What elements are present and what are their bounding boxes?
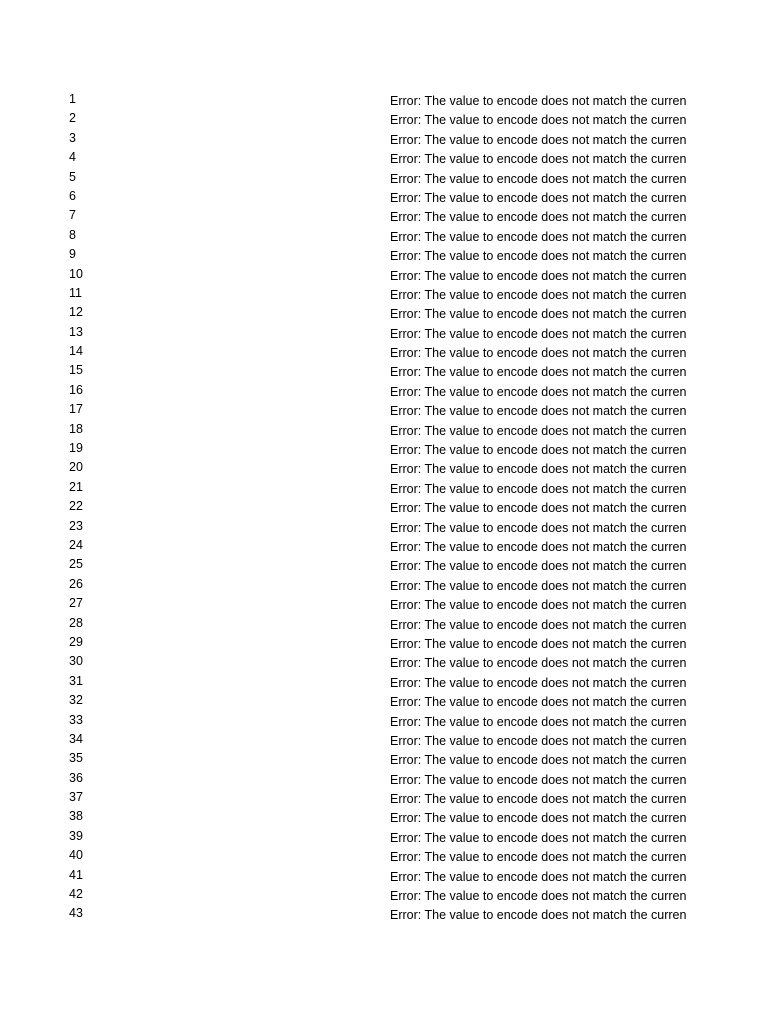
error-message: Error: The value to encode does not match the curren [390,850,687,865]
list-item [0,712,768,731]
list-item [0,498,768,517]
row-number: 36 [69,770,83,785]
error-message: Error: The value to encode does not match the curren [390,326,687,341]
error-message: Error: The value to encode does not match the curren [390,598,687,613]
error-message: Error: The value to encode does not match the curren [390,695,687,710]
row-number: 40 [69,848,83,863]
row-number: 8 [69,227,76,242]
error-list [0,91,768,925]
row-number: 9 [69,247,76,262]
row-number: 31 [69,673,83,688]
error-message: Error: The value to encode does not match the curren [390,656,687,671]
list-item [0,130,768,149]
list-item [0,537,768,556]
list-item [0,479,768,498]
error-message: Error: The value to encode does not match the curren [390,404,687,419]
row-number: 28 [69,615,83,630]
list-item [0,905,768,924]
row-number: 24 [69,537,83,552]
list-item [0,653,768,672]
row-number: 22 [69,499,83,514]
row-number: 20 [69,460,83,475]
list-item [0,188,768,207]
row-number: 1 [69,92,76,106]
error-message: Error: The value to encode does not match the curren [390,210,687,225]
list-item [0,847,768,866]
error-message: Error: The value to encode does not match the curren [390,287,687,302]
error-message: Error: The value to encode does not match the curren [390,636,687,651]
error-message: Error: The value to encode does not match the curren [390,268,687,283]
row-number: 25 [69,557,83,572]
row-number: 38 [69,809,83,824]
error-message: Error: The value to encode does not match the curren [390,908,687,923]
error-message: Error: The value to encode does not match the curren [390,171,687,186]
error-message: Error: The value to encode does not match the curren [390,501,687,516]
error-message: Error: The value to encode does not match the curren [390,539,687,554]
error-message: Error: The value to encode does not match the curren [390,152,687,167]
row-number: 10 [69,266,83,281]
row-number: 37 [69,790,83,805]
list-item [0,401,768,420]
list-item [0,382,768,401]
error-message: Error: The value to encode does not match the curren [390,443,687,458]
error-message: Error: The value to encode does not match the curren [390,811,687,826]
error-message: Error: The value to encode does not match the curren [390,307,687,322]
error-message: Error: The value to encode does not match the curren [390,249,687,264]
list-item [0,808,768,827]
list-item [0,576,768,595]
row-number: 29 [69,634,83,649]
row-number: 16 [69,382,83,397]
error-message: Error: The value to encode does not match the curren [390,792,687,807]
row-number: 39 [69,828,83,843]
error-message: Error: The value to encode does not match the curren [390,617,687,632]
row-number: 13 [69,324,83,339]
row-number: 33 [69,712,83,727]
error-message: Error: The value to encode does not match the curren [390,462,687,477]
error-message: Error: The value to encode does not match the curren [390,113,687,128]
error-message: Error: The value to encode does not match the curren [390,578,687,593]
row-number: 32 [69,693,83,708]
error-message: Error: The value to encode does not match the curren [390,830,687,845]
error-message: Error: The value to encode does not match the curren [390,559,687,574]
list-item [0,886,768,905]
list-item [0,246,768,265]
list-item [0,110,768,129]
list-item [0,673,768,692]
row-number: 3 [69,130,76,145]
list-item [0,459,768,478]
error-message: Error: The value to encode does not match the curren [390,714,687,729]
error-message: Error: The value to encode does not match the curren [390,346,687,361]
row-number: 34 [69,731,83,746]
list-item [0,91,768,110]
row-number: 23 [69,518,83,533]
list-item [0,867,768,886]
row-number: 6 [69,188,76,203]
row-number: 12 [69,305,83,320]
error-message: Error: The value to encode does not match the curren [390,772,687,787]
error-message: Error: The value to encode does not match the curren [390,481,687,496]
row-number: 5 [69,169,76,184]
error-message: Error: The value to encode does not match the curren [390,365,687,380]
row-number: 43 [69,906,83,921]
row-number: 21 [69,479,83,494]
row-number: 14 [69,344,83,359]
list-item [0,518,768,537]
list-item [0,750,768,769]
row-number: 19 [69,441,83,456]
error-message: Error: The value to encode does not match the curren [390,889,687,904]
row-number: 42 [69,887,83,902]
row-number: 7 [69,208,76,223]
list-item [0,789,768,808]
list-item [0,304,768,323]
error-message: Error: The value to encode does not match the curren [390,869,687,884]
list-item [0,149,768,168]
row-number: 4 [69,150,76,165]
list-item [0,634,768,653]
error-message: Error: The value to encode does not match the curren [390,384,687,399]
error-message: Error: The value to encode does not match the curren [390,190,687,205]
list-item [0,362,768,381]
row-number: 17 [69,402,83,417]
error-message: Error: The value to encode does not match the curren [390,675,687,690]
list-item [0,770,768,789]
list-item [0,440,768,459]
list-item [0,227,768,246]
row-number: 18 [69,421,83,436]
row-number: 11 [69,285,82,300]
list-item [0,207,768,226]
row-number: 2 [69,111,76,126]
error-message: Error: The value to encode does not match the curren [390,229,687,244]
error-message: Error: The value to encode does not match the curren [390,94,687,108]
error-message: Error: The value to encode does not match the curren [390,423,687,438]
row-number: 30 [69,654,83,669]
row-number: 26 [69,576,83,591]
row-number: 27 [69,596,83,611]
row-number: 15 [69,363,83,378]
error-message: Error: The value to encode does not match the curren [390,753,687,768]
list-item [0,731,768,750]
error-message: Error: The value to encode does not match the curren [390,520,687,535]
row-number: 35 [69,751,83,766]
list-item [0,421,768,440]
row-number: 41 [69,867,83,882]
list-item [0,692,768,711]
error-message: Error: The value to encode does not match the curren [390,733,687,748]
list-item [0,285,768,304]
list-item [0,343,768,362]
list-item [0,595,768,614]
list-item [0,556,768,575]
list-item [0,615,768,634]
list-item [0,266,768,285]
list-item [0,828,768,847]
error-message: Error: The value to encode does not match the curren [390,132,687,147]
list-item [0,169,768,188]
list-item [0,324,768,343]
